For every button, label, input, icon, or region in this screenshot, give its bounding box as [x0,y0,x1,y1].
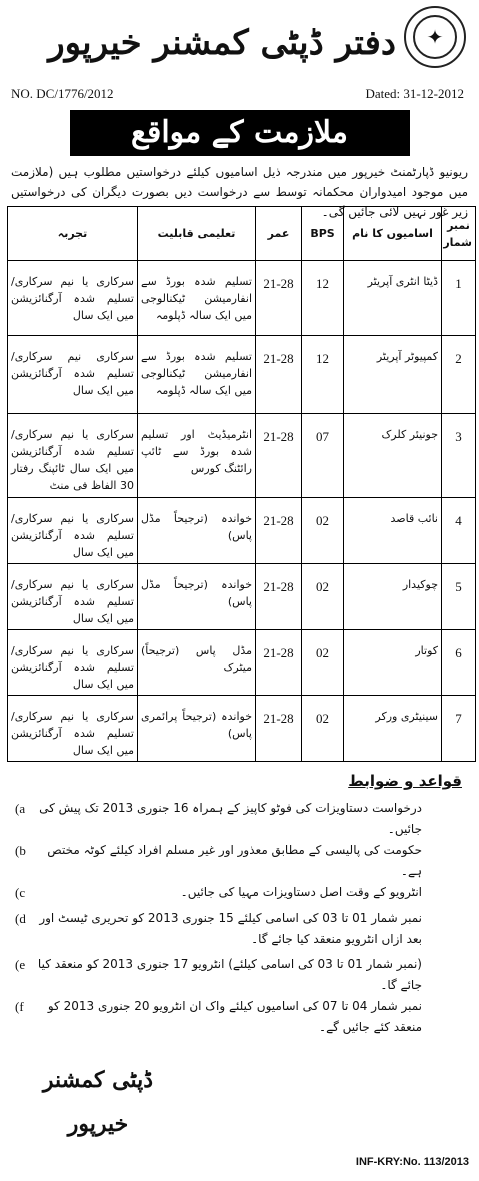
row-post-name: کوتار [344,630,442,696]
government-emblem-icon [404,6,466,68]
row-qualification: مڈل پاس (ترجیحاً) میٹرک [138,630,256,696]
rule-item [11,840,468,882]
row-serial-number: 2 [442,336,476,414]
row-experience: سرکاری یا نیم سرکاری/تسلیم شدہ آرگنائزیشن میں ایک سال [8,696,138,762]
row-qualification: تسلیم شدہ بورڈ سے انفارمیشن ٹیکنالوجی میں ایک سالہ ڈپلومہ [138,336,256,414]
rule-label: (c [15,885,26,900]
rule-label: (d [15,911,26,926]
row-post-name: جونیئر کلرک [344,414,442,498]
header-experience: تجربہ [8,207,138,261]
row-age: 21-28 [256,630,302,696]
row-bps: 02 [302,696,344,762]
row-qualification: خواندہ (ترجیحاً مڈل پاس) [138,498,256,564]
vacancies-table [7,206,476,762]
header-post-name: اسامیوں کا نام [344,207,442,261]
inf-reference: INF-KRY:No. 113/2013 [355,1156,469,1168]
row-bps: 02 [302,498,344,564]
row-bps: 02 [302,630,344,696]
row-experience: سرکاری نیم سرکاری/تسلیم شدہ آرگنائزیشن میں ایک سال [8,336,138,414]
rule-item [11,882,468,908]
row-serial-number: 1 [442,261,476,336]
rule-text: انٹرویو کے وقت اصل دستاویزات مہیا کی جائیں۔ [180,885,422,899]
table-row [8,696,476,762]
reference-row [5,82,474,106]
row-experience: سرکاری یا نیم سرکاری/تسلیم شدہ آرگنائزیشن میں ایک سال ٹائپنگ رفتار 30 الفاظ فی منٹ [8,414,138,498]
row-age: 21-28 [256,696,302,762]
row-serial-number: 7 [442,696,476,762]
rule-label: (e [15,957,26,972]
row-serial-number: 3 [442,414,476,498]
rule-text: (نمبر شمار 01 تا 03 کی اسامی کیلئے) انٹرویو 17 جنوری 2013 کو منعقد کیا جائے گا۔ [37,957,422,992]
table-row [8,414,476,498]
rule-label: (b [15,843,26,858]
header-serial-number: نمبر شمار [442,207,476,261]
table-row [8,630,476,696]
rule-text: نمبر شمار 04 تا 07 کی اسامیوں کیلئے واک ان انٹرویو 20 جنوری 2013 کو منعقد کئے جائیں گے۔ [47,999,422,1034]
row-post-name: کمپیوٹر آپریٹر [344,336,442,414]
row-bps: 12 [302,336,344,414]
row-bps: 12 [302,261,344,336]
rule-item [11,954,468,996]
row-experience: سرکاری یا نیم سرکاری/تسلیم شدہ آرگنائزیشن میں ایک سال [8,261,138,336]
row-serial-number: 6 [442,630,476,696]
rule-item [11,798,468,840]
row-age: 21-28 [256,414,302,498]
row-age: 21-28 [256,564,302,630]
rules-heading: قواعد و ضوابط [348,772,462,790]
signature-location: خیرپور [67,1111,129,1137]
table-row [8,261,476,336]
table-row [8,336,476,414]
rule-item [11,996,468,1038]
header-age: عمر [256,207,302,261]
row-post-name: ڈیٹا انٹری آپریٹر [344,261,442,336]
header-bps: BPS [302,207,344,261]
table-row [8,564,476,630]
header-qualification: تعلیمی قابلیت [138,207,256,261]
row-qualification: خواندہ (ترجیحاً مڈل پاس) [138,564,256,630]
issue-date: Dated: 31-12-2012 [365,86,464,101]
emblem-inner-ring: ✦ [413,15,457,59]
row-age: 21-28 [256,336,302,414]
rule-label: (f [15,999,24,1014]
intro-paragraph: ریونیو ڈپارٹمنٹ خیرپور میں مندرجہ ذیل اسامیوں کیلئے درخواستیں مطلوب ہیں (ملازمت میں موجود امیدواران محکمانہ توسط سے درخواست دیں بصورت دیگران کی درخواستیں زیر غور نہیں لائی جائیں گی۔ [11,165,468,219]
row-qualification: تسلیم شدہ بورڈ سے انفارمیشن ٹیکنالوجی میں ایک سالہ ڈپلومہ [138,261,256,336]
row-experience: سرکاری یا نیم سرکاری/تسلیم شدہ آرگنائزیشن میں ایک سال [8,564,138,630]
reference-number: NO. DC/1776/2012 [11,86,114,101]
row-bps: 07 [302,414,344,498]
job-opportunities-banner: ملازمت کے مواقع [70,110,410,156]
row-post-name: نائب قاصد [344,498,442,564]
row-qualification: خواندہ (ترجیحاً پرائمری پاس) [138,696,256,762]
rule-text: حکومت کی پالیسی کے مطابق معذور اور غیر مسلم افراد کیلئے کوٹہ مختص ہے۔ [47,843,422,878]
rule-item [11,908,468,954]
row-qualification: انٹرمیڈیٹ اور تسلیم شدہ بورڈ سے ٹائپ رائٹنگ کورس [138,414,256,498]
row-age: 21-28 [256,498,302,564]
row-post-name: چوکیدار [344,564,442,630]
rule-text: نمبر شمار 01 تا 03 کی اسامی کیلئے 15 جنوری 2013 کو تحریری ٹیسٹ اور بعد ازاں انٹرویو منعقد کیا جائے گا۔ [39,911,422,946]
signature-designation: ڈپٹی کمشنر [42,1067,154,1093]
row-post-name: سینیٹری ورکر [344,696,442,762]
rules-list [11,798,468,1038]
row-bps: 02 [302,564,344,630]
row-experience: سرکاری یا نیم سرکاری/تسلیم شدہ آرگنائزیشن میں ایک سال [8,630,138,696]
row-serial-number: 5 [442,564,476,630]
rule-label: (a [15,801,26,816]
row-experience: سرکاری یا نیم سرکاری/تسلیم شدہ آرگنائزیشن میں ایک سال [8,498,138,564]
header [5,0,474,82]
rule-text: درخواست دستاویزات کی فوٹو کاپیز کے ہمراہ 16 جنوری 2013 تک پیش کی جائیں۔ [39,801,422,836]
signature-block [18,1058,178,1146]
row-age: 21-28 [256,261,302,336]
row-serial-number: 4 [442,498,476,564]
office-title: دفتر ڈپٹی کمشنر خیرپور [48,23,396,63]
table-row [8,498,476,564]
